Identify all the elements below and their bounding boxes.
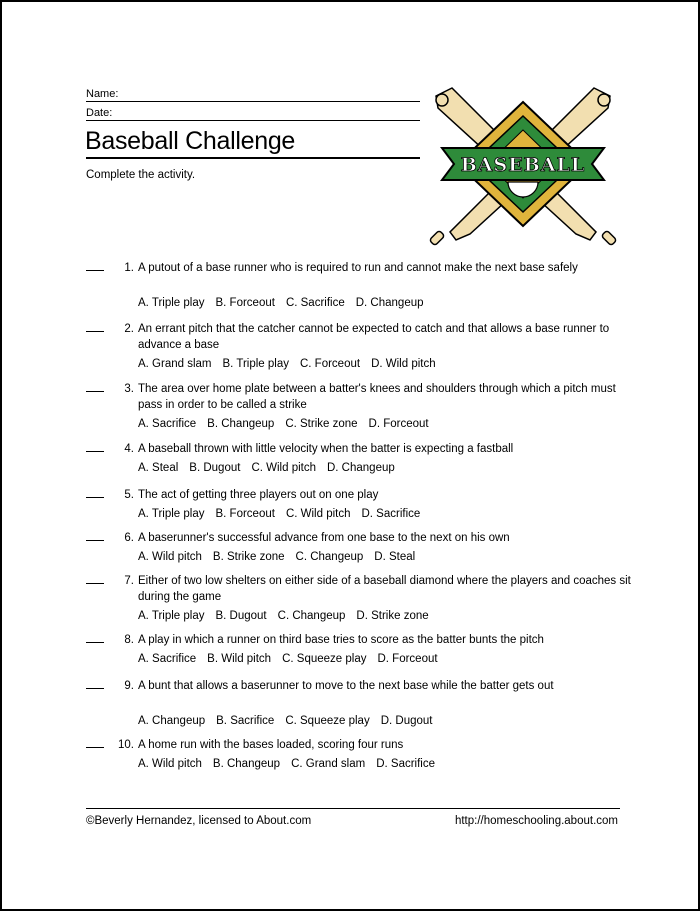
answer-option: A. Triple play: [138, 297, 205, 309]
answer-option: A. Sacrifice: [138, 653, 197, 665]
answer-options: [138, 651, 449, 667]
question-number: 10.: [118, 739, 134, 751]
answer-option: C. Squeeze play: [282, 653, 367, 665]
answer-option: D. Changeup: [355, 297, 424, 309]
answer-option: C. Grand slam: [291, 758, 366, 770]
answer-options: [138, 608, 440, 624]
question-text: A baserunner's successful advance from one base to the next on his own: [138, 532, 510, 544]
question-text: A home run with the bases loaded, scoring four runs: [138, 739, 404, 751]
question-number: 2.: [124, 323, 134, 335]
answer-blank[interactable]: [86, 270, 104, 271]
answer-option: D. Wild pitch: [371, 358, 436, 370]
baseball-bats-logo-icon: [428, 82, 618, 247]
answer-option: B. Dugout: [189, 462, 241, 474]
answer-blank[interactable]: [86, 583, 104, 584]
answer-option: B. Wild pitch: [207, 653, 272, 665]
question-number: 5.: [124, 489, 134, 501]
answer-option: A. Triple play: [138, 610, 205, 622]
answer-option: B. Strike zone: [212, 551, 285, 563]
answer-option: D. Strike zone: [356, 610, 429, 622]
answer-option: A. Grand slam: [138, 358, 212, 370]
answer-blank[interactable]: [86, 747, 104, 748]
answer-option: B. Changeup: [207, 418, 275, 430]
answer-options: [138, 416, 440, 432]
website-link[interactable]: http://homeschooling.about.com: [454, 815, 618, 827]
answer-option: C. Strike zone: [285, 418, 358, 430]
answer-option: C. Changeup: [277, 610, 346, 622]
question-number: 7.: [124, 575, 134, 587]
date-field[interactable]: [86, 106, 420, 121]
answer-blank[interactable]: [86, 451, 104, 452]
question-text: Either of two low shelters on either side of a baseball diamond where the players and coaches sit during the game: [138, 575, 631, 603]
answer-options: [138, 356, 447, 372]
title-divider: [86, 157, 420, 159]
name-label: Name:: [86, 88, 119, 100]
answer-options: [138, 460, 406, 476]
answer-option: D. Forceout: [377, 653, 438, 665]
answer-option: C. Wild pitch: [285, 508, 351, 520]
answer-option: A. Triple play: [138, 508, 205, 520]
answer-options: [138, 295, 435, 311]
answer-options: [138, 506, 431, 522]
answer-blank[interactable]: [86, 497, 104, 498]
name-field[interactable]: [86, 87, 420, 102]
answer-option: D. Dugout: [380, 715, 433, 727]
question-number: 1.: [124, 262, 134, 274]
question-number: 6.: [124, 532, 134, 544]
answer-option: D. Steal: [374, 551, 416, 563]
answer-option: C. Changeup: [295, 551, 364, 563]
question-number: 4.: [124, 443, 134, 455]
question-text: An errant pitch that the catcher cannot be expected to catch and that allows a base runner to advance a base: [138, 323, 610, 351]
answer-options: [138, 756, 446, 772]
question-text: A bunt that allows a baserunner to move to the next base while the batter gets out: [138, 680, 554, 692]
answer-option: D. Forceout: [368, 418, 429, 430]
logo-text: BASEBALL: [460, 154, 586, 176]
answer-option: B. Triple play: [222, 358, 289, 370]
answer-option: B. Forceout: [215, 297, 275, 309]
answer-option: B. Dugout: [215, 610, 267, 622]
answer-option: A. Wild pitch: [138, 758, 202, 770]
copyright-text: ©Beverly Hernandez, licensed to About.com: [86, 815, 312, 827]
question-number: 9.: [124, 680, 134, 692]
question-text: A play in which a runner on third base tries to score as the batter bunts the pitch: [138, 634, 544, 646]
answer-option: A. Sacrifice: [138, 418, 197, 430]
answer-option: D. Sacrifice: [361, 508, 421, 520]
answer-blank[interactable]: [86, 688, 104, 689]
date-label: Date:: [86, 107, 113, 119]
answer-blank[interactable]: [86, 642, 104, 643]
question-text: The area over home plate between a batter's knees and shoulders through which a pitch must pass in order to be called a strike: [138, 383, 616, 411]
answer-option: D. Sacrifice: [376, 758, 435, 770]
answer-option: B. Changeup: [212, 758, 281, 770]
answer-option: C. Squeeze play: [285, 715, 370, 727]
answer-blank[interactable]: [86, 391, 104, 392]
question-text: A putout of a base runner who is required to run and cannot make the next base safely: [138, 262, 578, 274]
answer-option: C. Forceout: [299, 358, 361, 370]
answer-option: C. Wild pitch: [251, 462, 316, 474]
answer-option: A. Changeup: [138, 715, 206, 727]
page-title: Baseball Challenge: [85, 127, 296, 155]
instructions-text: Complete the activity.: [86, 169, 196, 181]
question-text: The act of getting three players out on one play: [138, 489, 379, 501]
answer-option: A. Steal: [138, 462, 179, 474]
answer-option: B. Forceout: [215, 508, 275, 520]
question-text: A baseball thrown with little velocity when the batter is expecting a fastball: [138, 443, 514, 455]
footer-divider: [86, 808, 620, 809]
question-number: 8.: [124, 634, 134, 646]
answer-blank[interactable]: [86, 331, 104, 332]
answer-blank[interactable]: [86, 540, 104, 541]
answer-option: A. Wild pitch: [138, 551, 202, 563]
answer-option: C. Sacrifice: [285, 297, 345, 309]
answer-option: B. Sacrifice: [216, 715, 275, 727]
answer-option: D. Changeup: [326, 462, 395, 474]
question-number: 3.: [124, 383, 134, 395]
answer-options: [138, 713, 443, 729]
answer-options: [138, 549, 426, 565]
